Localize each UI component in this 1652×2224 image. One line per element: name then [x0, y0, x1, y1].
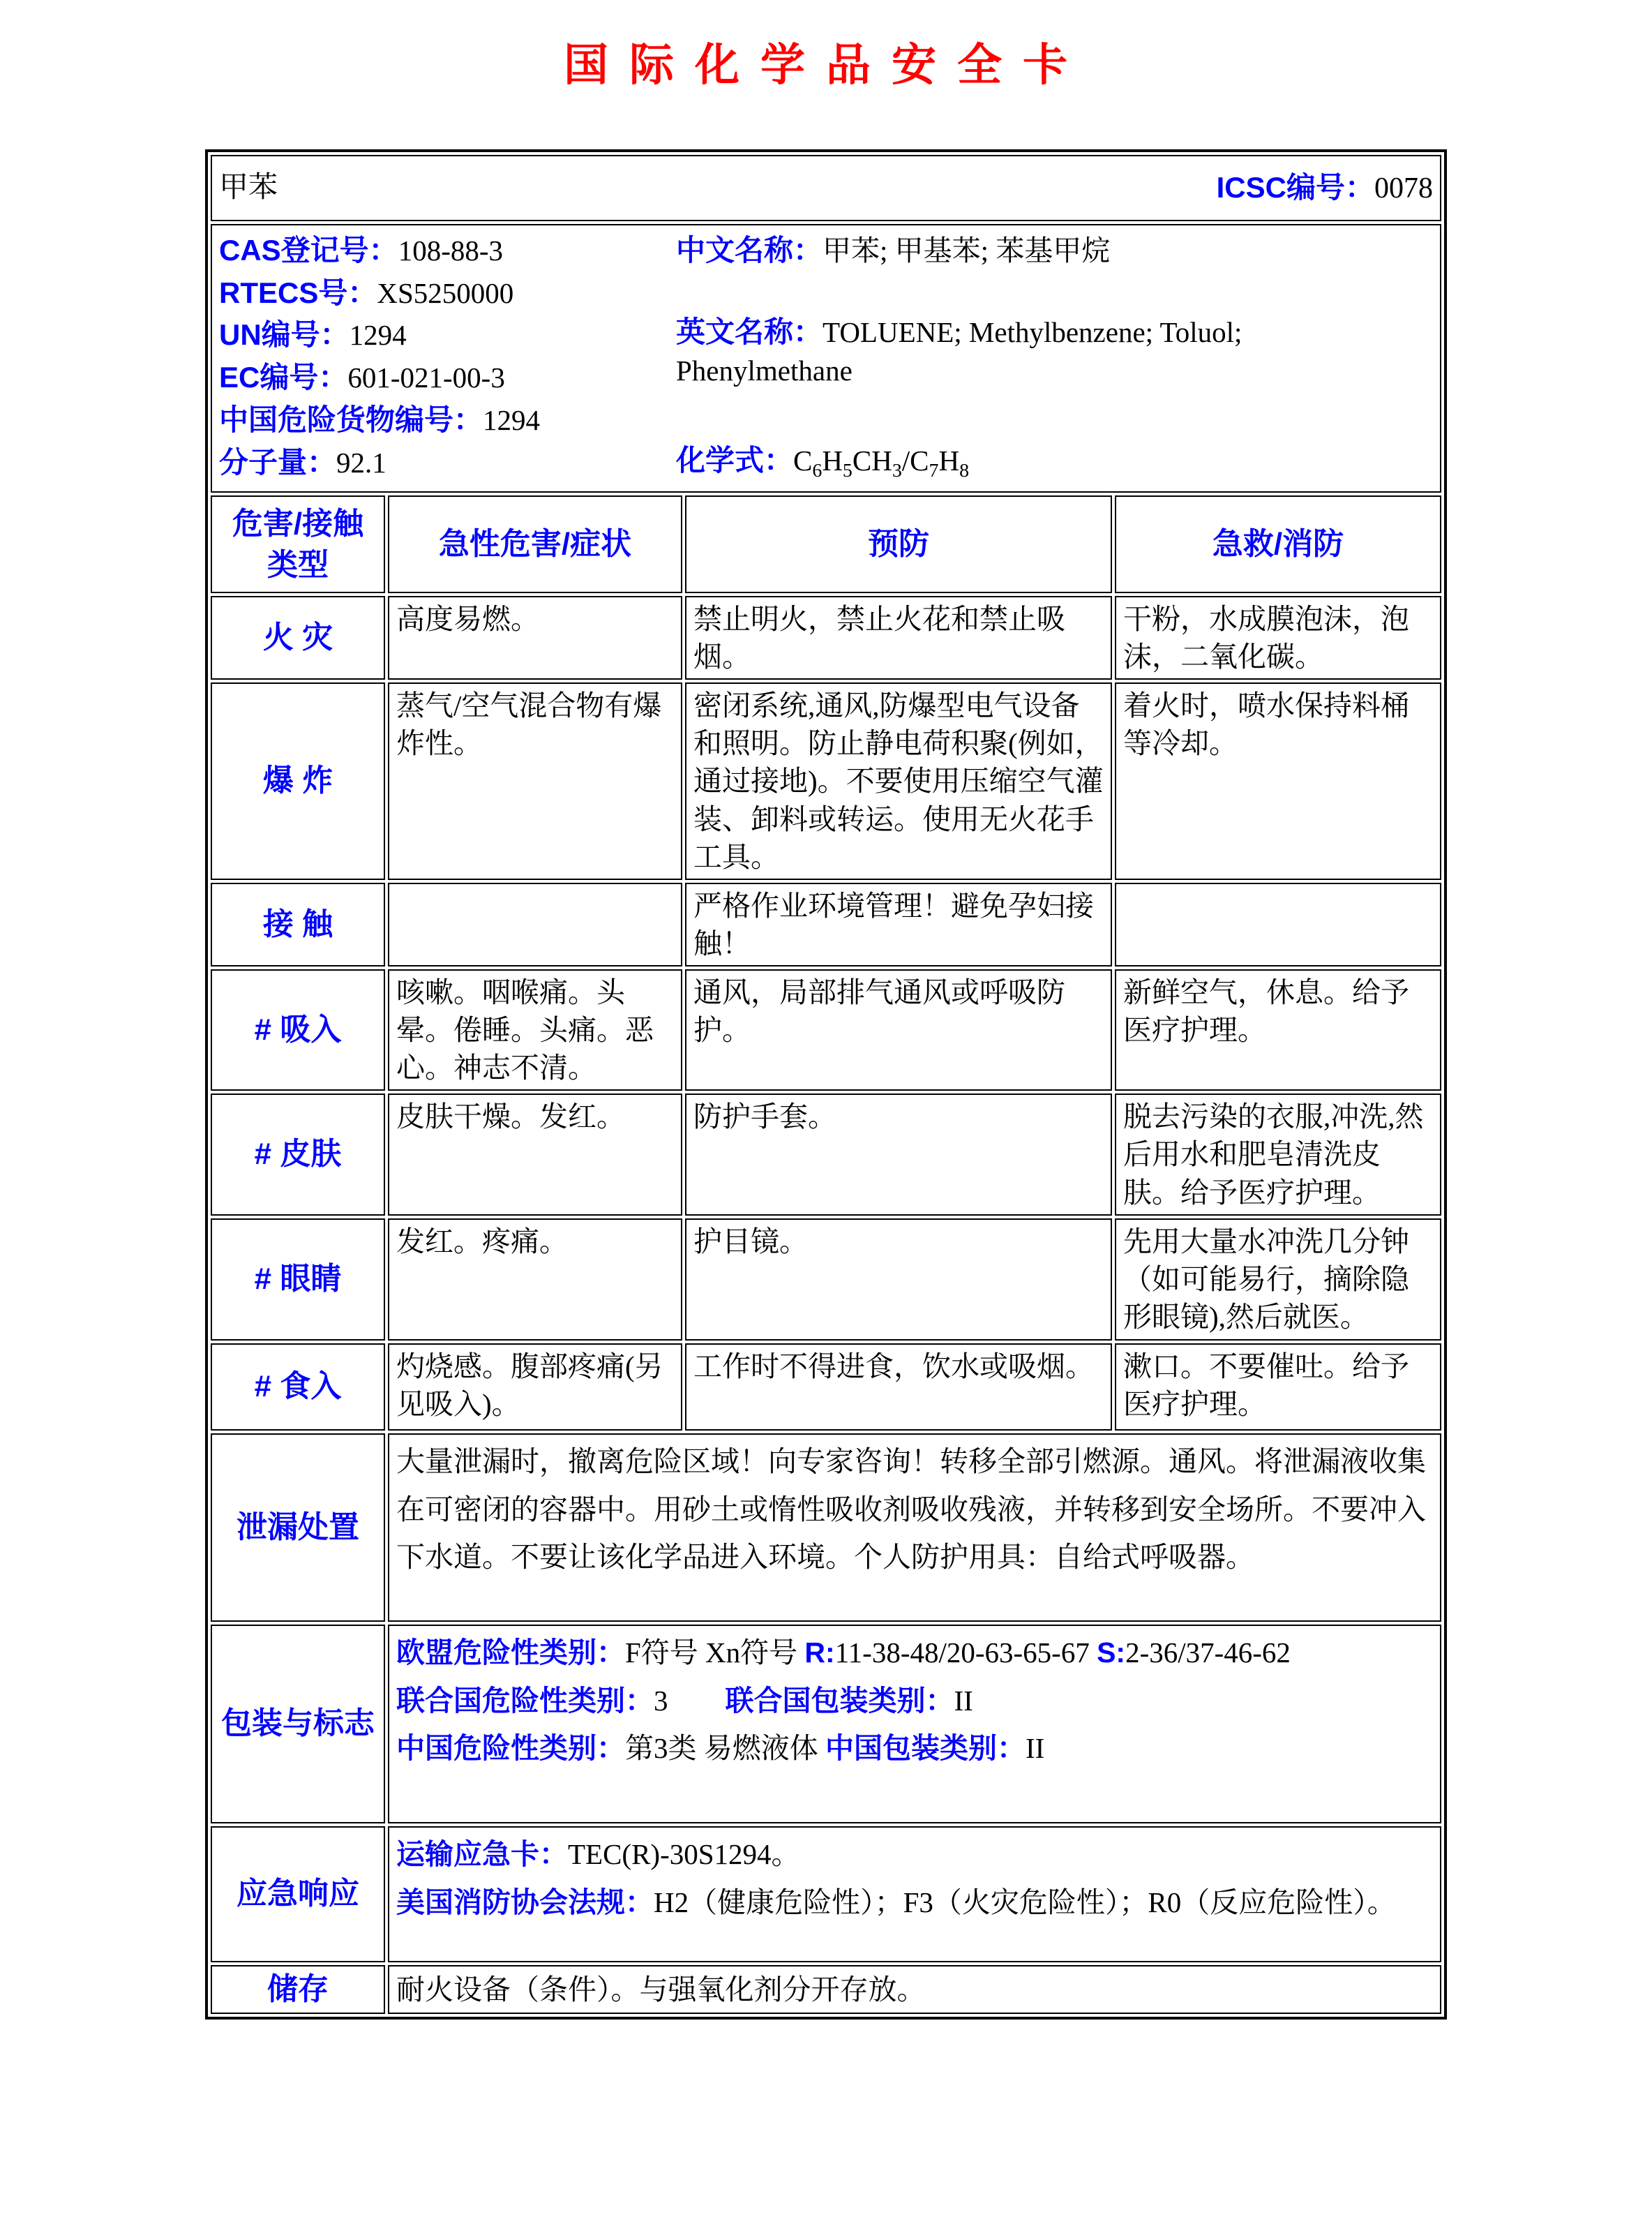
identification-row — [211, 224, 1441, 493]
inhalation-firstaid: 新鲜空气，休息。给予医疗护理。 — [1115, 969, 1441, 1091]
molecular-weight-label: 分子量： — [219, 445, 337, 479]
hazard-type-fire: 火 灾 — [211, 596, 385, 680]
ingestion-symptoms: 灼烧感。腹部疼痛(另见吸入)。 — [388, 1343, 682, 1431]
fire-symptoms: 高度易燃。 — [388, 596, 682, 680]
row-packaging-labelling — [211, 1625, 1441, 1823]
header-hazard-type — [211, 495, 385, 593]
card-header-row — [211, 155, 1441, 221]
header-hazard-type-line2: 类型 — [267, 548, 329, 582]
identification-right-column — [676, 228, 1433, 488]
ingestion-firstaid: 漱口。不要催吐。给予医疗护理。 — [1115, 1343, 1441, 1431]
ec-number-label: EC编号： — [219, 361, 348, 394]
card-header-cell — [211, 155, 1441, 221]
header-prevention: 预防 — [685, 495, 1112, 593]
transport-emergency-card-line: 运输应急卡：TEC(R)-30S1294。 — [396, 1837, 800, 1870]
china-dg-number-value: 1294 — [483, 403, 541, 436]
section-label-storage: 储存 — [211, 1965, 385, 2014]
ingestion-prevention: 工作时不得进食，饮水或吸烟。 — [685, 1343, 1112, 1431]
molecular-weight-value: 92.1 — [336, 446, 386, 479]
english-name-label: 英文名称： — [676, 315, 823, 349]
packaging-labelling-content — [388, 1625, 1441, 1823]
identification-cell — [211, 224, 1441, 493]
english-name-value: TOLUENE; Methylbenzene; Toluol; Phenylmethane — [676, 316, 1242, 387]
chinese-name-line — [676, 231, 1433, 269]
un-number-label: UN编号： — [219, 318, 350, 352]
icsc-card — [205, 149, 1447, 2020]
row-spillage-disposal — [211, 1433, 1441, 1622]
china-dg-number-line — [219, 401, 676, 439]
row-skin — [211, 1094, 1441, 1215]
cas-number-label: CAS登记号： — [219, 234, 398, 267]
hazard-type-ingestion: # 食入 — [211, 1343, 385, 1431]
row-explosion — [211, 682, 1441, 880]
row-inhalation — [211, 969, 1441, 1091]
eu-hazard-class-line: 欧盟危险性类别：F符号 Xn符号 R:11-38-48/20-63-65-67 S:2-36/37-46-62 — [396, 1636, 1291, 1669]
inhalation-symptoms: 咳嗽。咽喉痛。头晕。倦睡。头痛。恶心。神志不清。 — [388, 969, 682, 1091]
explosion-symptoms: 蒸气/空气混合物有爆炸性。 — [388, 682, 682, 880]
header-hazard-type-line1: 危害/接触 — [232, 506, 364, 541]
fire-prevention: 禁止明火，禁止火花和禁止吸烟。 — [685, 596, 1112, 680]
hazard-type-eyes: # 眼睛 — [211, 1218, 385, 1341]
chemical-formula-line — [676, 441, 1433, 484]
row-exposure — [211, 883, 1441, 967]
skin-firstaid: 脱去污染的衣服,冲洗,然后用水和肥皂清洗皮肤。给予医疗护理。 — [1115, 1094, 1441, 1215]
exposure-prevention: 严格作业环境管理！避免孕妇接触！ — [685, 883, 1112, 967]
china-dg-number-label: 中国危险货物编号： — [219, 403, 483, 436]
page-title: 国际化学品安全卡 — [564, 39, 1088, 91]
ec-number-line — [219, 358, 676, 396]
chemical-formula-label: 化学式： — [676, 444, 794, 477]
rtecs-number-label: RTECS号： — [219, 276, 377, 309]
hazard-type-exposure: 接 触 — [211, 883, 385, 967]
cas-number-value: 108-88-3 — [398, 234, 503, 267]
english-name-line — [676, 313, 1360, 389]
section-label-spillage: 泄漏处置 — [211, 1433, 385, 1622]
section-label-emergency: 应急响应 — [211, 1826, 385, 1962]
ec-number-value: 601-021-00-3 — [347, 361, 505, 394]
exposure-firstaid — [1115, 883, 1441, 967]
icsc-number-value: 0078 — [1374, 172, 1433, 204]
explosion-prevention: 密闭系统,通风,防爆型电气设备和照明。防止静电荷积聚(例如，通过接地)。不要使用压缩空气灌装、卸料或转运。使用无火花手工具。 — [685, 682, 1112, 880]
row-eyes — [211, 1218, 1441, 1341]
molecular-weight-line — [219, 443, 676, 482]
identification-left-column — [219, 228, 676, 488]
rtecs-number-value: XS5250000 — [377, 276, 514, 309]
skin-prevention: 防护手套。 — [685, 1094, 1112, 1215]
header-firstaid-firefighting: 急救/消防 — [1115, 495, 1441, 593]
explosion-firstaid: 着火时，喷水保持料桶等冷却。 — [1115, 682, 1441, 880]
eyes-firstaid: 先用大量水冲洗几分钟（如可能易行，摘除隐形眼镜),然后就医。 — [1115, 1218, 1441, 1341]
row-emergency-response — [211, 1826, 1441, 1962]
un-number-line — [219, 315, 676, 354]
icsc-number-group — [1217, 168, 1433, 208]
skin-symptoms: 皮肤干燥。发红。 — [388, 1094, 682, 1215]
chemical-name: 甲苯 — [219, 171, 278, 204]
hazard-header-row — [211, 495, 1441, 593]
un-hazard-class-line: 联合国危险性类别：3 联合国包装类别：II — [396, 1684, 973, 1717]
row-fire — [211, 596, 1441, 680]
eyes-prevention: 护目镜。 — [685, 1218, 1112, 1341]
nfpa-code-line: 美国消防协会法规：H2（健康危险性）；F3（火灾危险性）；R0（反应危险性）。 — [396, 1886, 1396, 1918]
hazard-type-skin: # 皮肤 — [211, 1094, 385, 1215]
inhalation-prevention: 通风，局部排气通风或呼吸防护。 — [685, 969, 1112, 1091]
row-ingestion — [211, 1343, 1441, 1431]
chinese-name-value: 甲苯; 甲基苯; 苯基甲烷 — [823, 234, 1111, 267]
china-hazard-class-line: 中国危险性类别：第3类 易燃液体 中国包装类别：II — [396, 1732, 1045, 1765]
hazard-type-inhalation: # 吸入 — [211, 969, 385, 1091]
hazard-type-explosion: 爆 炸 — [211, 682, 385, 880]
icsc-number-label: ICSC编号： — [1216, 170, 1374, 204]
storage-text: 耐火设备（条件）。与强氧化剂分开存放。 — [388, 1965, 1441, 2014]
header-symptoms: 急性危害/症状 — [388, 495, 682, 593]
eyes-symptoms: 发红。疼痛。 — [388, 1218, 682, 1341]
chinese-name-label: 中文名称： — [676, 234, 823, 267]
spillage-disposal-text: 大量泄漏时，撤离危险区域！向专家咨询！转移全部引燃源。通风。将泄漏液收集在可密闭的容器中。用砂土或惰性吸收剂吸收残液，并转移到安全场所。不要冲入下水道。不要让该化学品进入环境。个人防护用具：自给式呼吸器。 — [388, 1433, 1441, 1622]
exposure-symptoms — [388, 883, 682, 967]
cas-number-line — [219, 231, 676, 269]
rtecs-number-line — [219, 274, 676, 312]
icsc-table — [208, 152, 1444, 2017]
fire-firstaid: 干粉，水成膜泡沫，泡沫，二氧化碳。 — [1115, 596, 1441, 680]
section-label-packaging: 包装与标志 — [211, 1625, 385, 1823]
chemical-formula-value: $C_6H_5CH_3/C_7H_8$ — [793, 445, 969, 482]
emergency-response-content — [388, 1826, 1441, 1962]
un-number-value: 1294 — [349, 319, 407, 352]
row-storage — [211, 1965, 1441, 2014]
